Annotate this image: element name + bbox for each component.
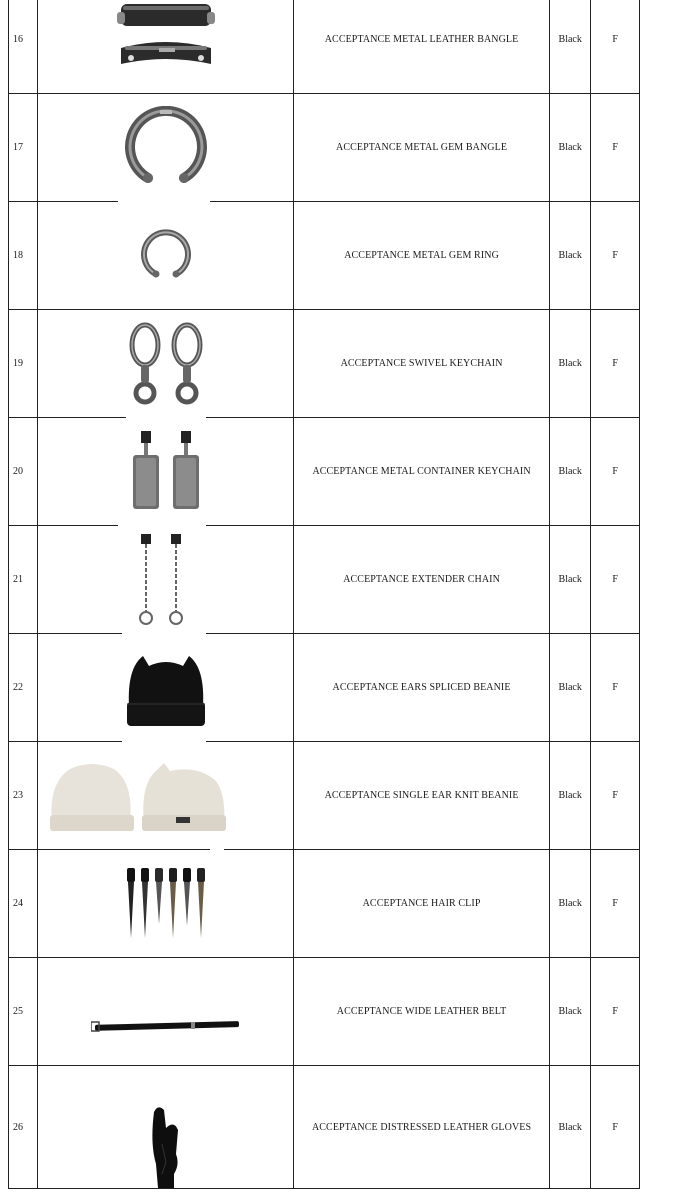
row-number: 17 bbox=[9, 94, 38, 202]
product-name: ACCEPTANCE METAL GEM RING bbox=[294, 202, 550, 310]
table-row bbox=[9, 850, 640, 958]
product-image-cell bbox=[38, 418, 294, 526]
table-row bbox=[9, 202, 640, 310]
product-image-cell bbox=[38, 742, 294, 850]
table-row bbox=[9, 1066, 640, 1189]
gem-bangle-icon bbox=[116, 106, 216, 190]
row-number: 16 bbox=[9, 0, 38, 94]
product-table bbox=[8, 0, 640, 1189]
row-number: 22 bbox=[9, 634, 38, 742]
product-image-cell bbox=[38, 1066, 294, 1189]
product-size: F bbox=[591, 1066, 640, 1189]
table-row bbox=[9, 634, 640, 742]
product-color: Black bbox=[549, 634, 590, 742]
hair-clip-icon bbox=[121, 864, 211, 944]
product-name: ACCEPTANCE SINGLE EAR KNIT BEANIE bbox=[294, 742, 550, 850]
product-image-cell bbox=[38, 202, 294, 310]
product-size: F bbox=[591, 526, 640, 634]
product-name: ACCEPTANCE METAL LEATHER BANGLE bbox=[294, 0, 550, 94]
row-number: 26 bbox=[9, 1066, 38, 1189]
product-image-cell bbox=[38, 526, 294, 634]
row-number: 24 bbox=[9, 850, 38, 958]
row-number: 23 bbox=[9, 742, 38, 850]
product-name: ACCEPTANCE WIDE LEATHER BELT bbox=[294, 958, 550, 1066]
table-row bbox=[9, 958, 640, 1066]
product-size: F bbox=[591, 0, 640, 94]
product-size: F bbox=[591, 850, 640, 958]
product-size: F bbox=[591, 310, 640, 418]
product-name: ACCEPTANCE HAIR CLIP bbox=[294, 850, 550, 958]
table-row bbox=[9, 742, 640, 850]
product-name: ACCEPTANCE SWIVEL KEYCHAIN bbox=[294, 310, 550, 418]
row-number: 25 bbox=[9, 958, 38, 1066]
page-margin bbox=[640, 0, 692, 1200]
row-number: 19 bbox=[9, 310, 38, 418]
product-color: Black bbox=[549, 850, 590, 958]
product-size: F bbox=[591, 202, 640, 310]
product-image-cell bbox=[38, 0, 294, 94]
product-image-cell bbox=[38, 850, 294, 958]
product-name: ACCEPTANCE EARS SPLICED BEANIE bbox=[294, 634, 550, 742]
product-size: F bbox=[591, 94, 640, 202]
product-size: F bbox=[591, 634, 640, 742]
product-size: F bbox=[591, 742, 640, 850]
leather-belt-icon bbox=[91, 1019, 241, 1035]
product-image-cell bbox=[38, 958, 294, 1066]
table-row bbox=[9, 94, 640, 202]
table-row bbox=[9, 526, 640, 634]
table-row bbox=[9, 418, 640, 526]
table-row bbox=[9, 0, 640, 94]
product-color: Black bbox=[549, 0, 590, 94]
gem-ring-icon bbox=[136, 226, 196, 286]
knit-beanie-icon bbox=[48, 759, 228, 833]
product-name: ACCEPTANCE METAL GEM BANGLE bbox=[294, 94, 550, 202]
ears-beanie-icon bbox=[123, 646, 209, 730]
leather-bangle-icon bbox=[111, 0, 221, 80]
product-color: Black bbox=[549, 526, 590, 634]
leather-gloves-icon bbox=[144, 1104, 188, 1188]
product-image-cell bbox=[38, 94, 294, 202]
row-number: 18 bbox=[9, 202, 38, 310]
table-row bbox=[9, 310, 640, 418]
product-color: Black bbox=[549, 94, 590, 202]
product-color: Black bbox=[549, 202, 590, 310]
product-size: F bbox=[591, 958, 640, 1066]
product-color: Black bbox=[549, 418, 590, 526]
row-number: 21 bbox=[9, 526, 38, 634]
product-image-cell bbox=[38, 310, 294, 418]
container-keychain-icon bbox=[121, 427, 211, 517]
product-name: ACCEPTANCE EXTENDER CHAIN bbox=[294, 526, 550, 634]
row-number: 20 bbox=[9, 418, 38, 526]
product-size: F bbox=[591, 418, 640, 526]
product-color: Black bbox=[549, 958, 590, 1066]
extender-chain-icon bbox=[131, 532, 201, 628]
product-name: ACCEPTANCE DISTRESSED LEATHER GLOVES bbox=[294, 1066, 550, 1189]
swivel-keychain-icon bbox=[121, 319, 211, 409]
product-color: Black bbox=[549, 742, 590, 850]
product-name: ACCEPTANCE METAL CONTAINER KEYCHAIN bbox=[294, 418, 550, 526]
product-image-cell bbox=[38, 634, 294, 742]
product-color: Black bbox=[549, 1066, 590, 1189]
product-color: Black bbox=[549, 310, 590, 418]
